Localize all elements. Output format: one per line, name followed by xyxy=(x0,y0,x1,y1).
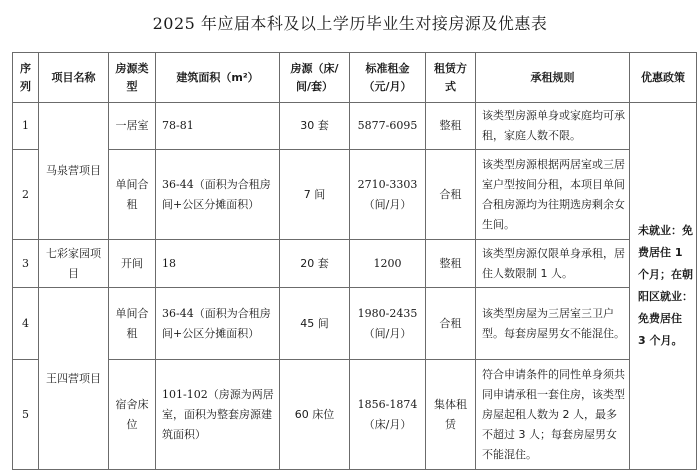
cell-rent: 1980-2435（间/月） xyxy=(350,288,426,360)
cell-area: 36-44（面积为合租房间+公区分摊面积） xyxy=(156,288,280,360)
cell-mode: 整租 xyxy=(426,240,476,288)
cell-seq: 1 xyxy=(13,103,39,150)
table-row xyxy=(13,360,697,470)
cell-type: 单间合租 xyxy=(109,150,156,240)
header-rent: 标准租金（元/月） xyxy=(350,53,426,103)
cell-mode: 合租 xyxy=(426,150,476,240)
cell-mode: 合租 xyxy=(426,288,476,360)
cell-mode: 集体租赁 xyxy=(426,360,476,470)
cell-policy: 未就业：免费居住 1 个月；在朝阳区就业：免费居住 3 个月。 xyxy=(630,103,697,470)
header-rooms: 房源（床/间/套） xyxy=(280,53,350,103)
cell-type: 宿舍床位 xyxy=(109,360,156,470)
cell-rent: 5877-6095 xyxy=(350,103,426,150)
table-row xyxy=(13,150,697,240)
cell-project: 马泉营项目 xyxy=(39,103,109,240)
cell-area: 101-102（房源为两居室，面积为整套房源建筑面积） xyxy=(156,360,280,470)
header-seq: 序列 xyxy=(13,53,39,103)
cell-rent: 2710-3303（间/月） xyxy=(350,150,426,240)
cell-rooms: 60 床位 xyxy=(280,360,350,470)
cell-area: 18 xyxy=(156,240,280,288)
cell-rules: 该类型房源根据两居室或三居室户型按间分租，本项目单间合租房源均为往期选房剩余女生间。 xyxy=(476,150,630,240)
cell-project: 七彩家园项目 xyxy=(39,240,109,288)
cell-seq: 2 xyxy=(13,150,39,240)
cell-type: 开间 xyxy=(109,240,156,288)
cell-rent: 1856-1874（床/月） xyxy=(350,360,426,470)
cell-rooms: 7 间 xyxy=(280,150,350,240)
table-row xyxy=(13,103,697,150)
cell-type: 单间合租 xyxy=(109,288,156,360)
header-rules: 承租规则 xyxy=(476,53,630,103)
cell-project: 王四营项目 xyxy=(39,288,109,470)
header-mode: 租赁方式 xyxy=(426,53,476,103)
cell-rooms: 30 套 xyxy=(280,103,350,150)
cell-seq: 4 xyxy=(13,288,39,360)
housing-table xyxy=(12,52,697,470)
header-type: 房源类型 xyxy=(109,53,156,103)
cell-rent: 1200 xyxy=(350,240,426,288)
cell-mode: 整租 xyxy=(426,103,476,150)
cell-area: 36-44（面积为合租房间+公区分摊面积） xyxy=(156,150,280,240)
header-policy: 优惠政策 xyxy=(630,53,697,103)
header-project: 项目名称 xyxy=(39,53,109,103)
cell-rules: 该类型房屋为三居室三卫户型。每套房屋男女不能混住。 xyxy=(476,288,630,360)
cell-rooms: 45 间 xyxy=(280,288,350,360)
cell-seq: 5 xyxy=(13,360,39,470)
page-title: 2025 年应届本科及以上学历毕业生对接房源及优惠表 xyxy=(152,14,548,33)
header-area: 建筑面积（m²） xyxy=(156,53,280,103)
cell-rules: 符合申请条件的同性单身须共同申请承租一套住房，该类型房屋起租人数为 2 人，最多不超过 3 人；每套房屋男女不能混住。 xyxy=(476,360,630,470)
cell-rules: 该类型房源仅限单身承租，居住人数限制 1 人。 xyxy=(476,240,630,288)
cell-seq: 3 xyxy=(13,240,39,288)
table-row xyxy=(13,288,697,360)
cell-rooms: 20 套 xyxy=(280,240,350,288)
cell-area: 78-81 xyxy=(156,103,280,150)
cell-type: 一居室 xyxy=(109,103,156,150)
cell-rules: 该类型房源单身或家庭均可承租，家庭人数不限。 xyxy=(476,103,630,150)
table-row xyxy=(13,240,697,288)
